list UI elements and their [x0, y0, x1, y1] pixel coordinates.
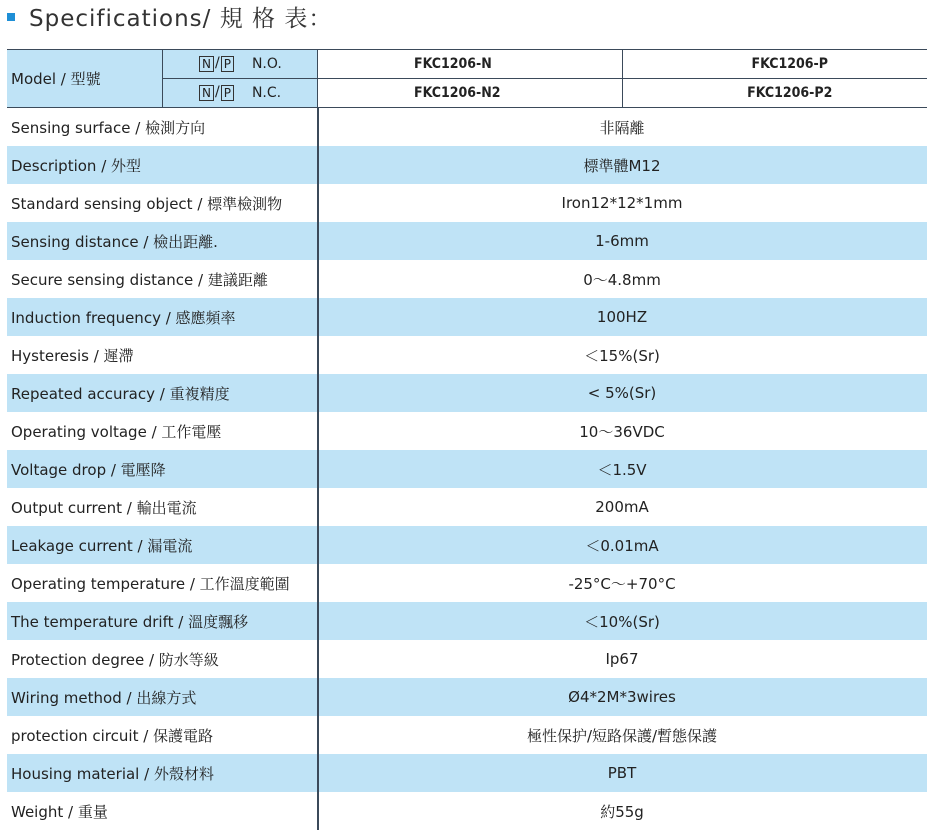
spec-value: 0～4.8mm	[583, 270, 661, 289]
spec-label: Operating voltage / 工作電壓	[11, 422, 222, 441]
spec-label: The temperature drift / 溫度飄移	[11, 612, 249, 631]
spec-value: 極性保护/短路保護/暫態保護	[526, 726, 718, 745]
spec-label: Sensing surface / 檢測方向	[11, 118, 206, 137]
spec-label: Protection degree / 防水等級	[11, 650, 219, 669]
spec-label: Output current / 輸出電流	[11, 498, 197, 517]
spec-label: Wiring method / 出線方式	[11, 688, 197, 707]
spec-value: Ip67	[605, 650, 639, 668]
spec-label: Induction frequency / 感應頻率	[11, 308, 236, 327]
section-heading	[7, 0, 332, 32]
spec-value: 標準體M12	[583, 156, 661, 175]
spec-row	[7, 564, 927, 602]
spec-label: Standard sensing object / 標準檢測物	[11, 194, 283, 213]
spec-row	[7, 336, 927, 374]
model-nc-pnp: FKC1206-P2	[747, 84, 833, 101]
spec-value: ＜1.5V	[597, 460, 647, 479]
spec-label: protection circuit / 保護電路	[11, 726, 214, 745]
spec-row	[7, 184, 927, 222]
spec-value: 1-6mm	[595, 232, 649, 250]
spec-row	[7, 526, 927, 564]
spec-row	[7, 298, 927, 336]
spec-row	[7, 260, 927, 298]
spec-value: < 5%(Sr)	[587, 384, 657, 402]
model-numbers	[317, 50, 927, 107]
spec-label: Description / 外型	[11, 156, 142, 175]
spec-label: Sensing distance / 檢出距離.	[11, 232, 218, 251]
spec-label: Operating temperature / 工作溫度範圍	[11, 574, 290, 593]
heading-bullet-icon	[7, 13, 15, 21]
spec-label: Repeated accuracy / 重複精度	[11, 384, 230, 403]
nc-label: N.C.	[251, 84, 282, 101]
spec-value: 100HZ	[596, 308, 648, 326]
spec-row	[7, 678, 927, 716]
spec-row	[7, 488, 927, 526]
spec-value: Ø4*2M*3wires	[568, 688, 676, 706]
spec-row	[7, 754, 927, 792]
np-symbol: N / P	[199, 56, 234, 72]
np-symbol: N / P	[199, 85, 234, 101]
spec-value: 10～36VDC	[579, 422, 665, 441]
model-header	[7, 49, 927, 108]
spec-value: ＜0.01mA	[585, 536, 659, 555]
spec-value: Iron12*12*1mm	[561, 194, 683, 212]
spec-row	[7, 146, 927, 184]
model-no-npn: FKC1206-N	[318, 50, 623, 78]
spec-row	[7, 108, 927, 146]
spec-label: Housing material / 外殼材料	[11, 764, 214, 783]
spec-rows	[7, 108, 927, 830]
np-n-box: N	[199, 85, 214, 101]
no-model-row	[318, 50, 927, 79]
model-label: Model / 型號	[7, 50, 162, 107]
page-title: Specifications/ 規 格 表：	[29, 5, 333, 32]
np-p-box: P	[221, 85, 234, 101]
spec-value: ＜10%(Sr)	[584, 612, 660, 631]
nc-type-row	[163, 79, 317, 107]
spec-label: Leakage current / 漏電流	[11, 536, 193, 555]
spec-label: Weight / 重量	[11, 802, 108, 821]
spec-label: Voltage drop / 電壓降	[11, 460, 166, 479]
spec-row	[7, 716, 927, 754]
output-type-column	[162, 50, 317, 107]
np-n-box: N	[199, 56, 214, 72]
spec-row	[7, 222, 927, 260]
spec-row	[7, 602, 927, 640]
spec-table	[7, 49, 927, 830]
spec-label: Secure sensing distance / 建議距離	[11, 270, 268, 289]
no-type-row	[163, 50, 317, 79]
spec-row	[7, 374, 927, 412]
spec-value: PBT	[607, 764, 637, 782]
spec-value: 約55g	[600, 802, 644, 821]
spec-row	[7, 792, 927, 830]
spec-value: ＜15%(Sr)	[584, 346, 660, 365]
spec-value: 200mA	[595, 498, 649, 516]
spec-row	[7, 412, 927, 450]
model-nc-npn: FKC1206-N2	[318, 79, 623, 107]
nc-model-row	[318, 79, 927, 107]
no-label: N.O.	[251, 55, 282, 72]
spec-row	[7, 640, 927, 678]
spec-row	[7, 450, 927, 488]
spec-label: Hysteresis / 遲滯	[11, 346, 134, 365]
np-p-box: P	[221, 56, 234, 72]
model-no-pnp: FKC1206-P	[751, 55, 828, 72]
spec-value: 非隔離	[599, 118, 645, 137]
spec-value: -25°C～+70°C	[568, 574, 676, 593]
